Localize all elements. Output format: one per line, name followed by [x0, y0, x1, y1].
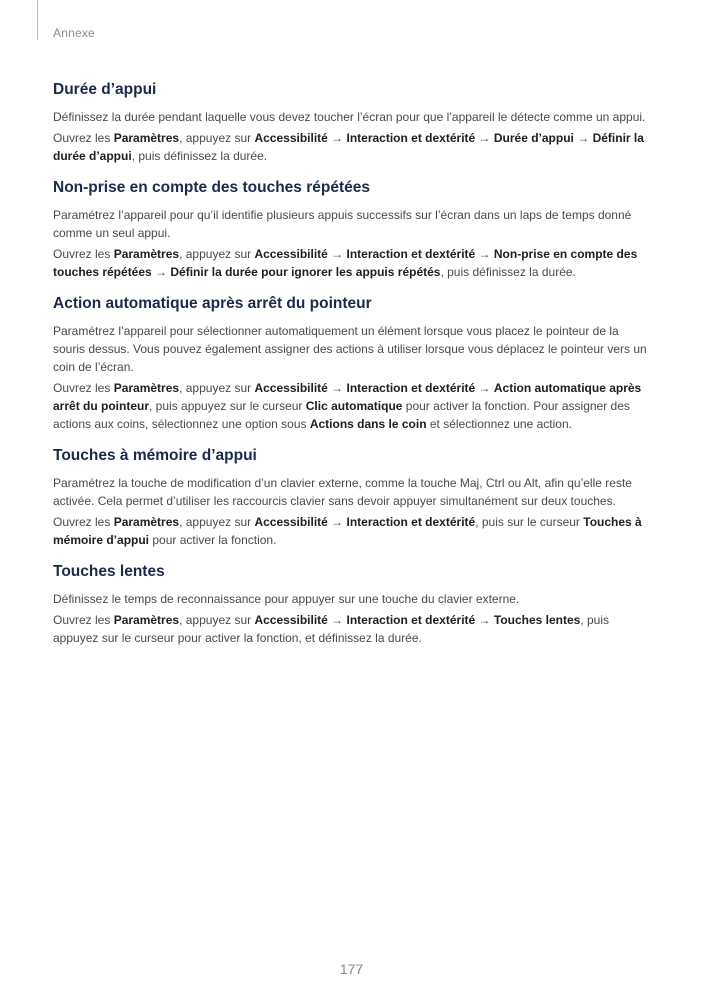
text-run: pour activer la fonction. — [149, 533, 277, 547]
menu-path-term: Clic automatique — [305, 399, 403, 413]
text-run: , appuyez sur — [179, 131, 255, 145]
text-run: Définissez la durée pendant laquelle vous devez toucher l’écran pour que l’appareil le détecte comme un appui. — [53, 110, 646, 124]
section-title: Non-prise en compte des touches répétées — [53, 179, 370, 196]
text-run: Paramétrez l’appareil pour qu’il identifie plusieurs appuis successifs sur l’écran dans un laps de temps donné comme un seul appui. — [53, 208, 632, 240]
text-run: , puis définissez la durée. — [440, 265, 576, 279]
text-run: Paramétrez la touche de modification d’un clavier externe, comme la touche Maj, Ctrl ou Alt, afin qu’elle reste activée. Cela permet d’utiliser les raccourcis clavier sans devoir appuyer simultanément sur deux touches. — [53, 476, 632, 508]
menu-path-term: Actions dans le coin — [309, 417, 427, 431]
text-run: → — [475, 247, 494, 261]
text-run: → — [475, 381, 494, 395]
menu-path-term: Définir la durée pour ignorer les appuis répétés — [170, 265, 441, 279]
menu-path-term: Définir la durée d’appui — [53, 131, 644, 163]
menu-path-term: Paramètres — [113, 515, 180, 529]
text-run: Ouvrez les — [53, 247, 114, 261]
menu-path-term: Interaction et dextérité — [346, 515, 476, 529]
section-description — [53, 206, 653, 242]
section-instructions — [53, 129, 653, 165]
section-description — [53, 590, 653, 608]
page-body — [53, 81, 653, 661]
menu-path-term: Interaction et dextérité — [346, 613, 476, 627]
text-run: , appuyez sur — [179, 515, 255, 529]
menu-path-term: Interaction et dextérité — [346, 131, 476, 145]
section-description — [53, 108, 653, 126]
section-title: Touches lentes — [53, 563, 165, 580]
section — [53, 179, 653, 281]
menu-path-term: Accessibilité — [254, 247, 328, 261]
menu-path-term: Accessibilité — [254, 381, 328, 395]
text-run: , appuyez sur — [179, 613, 255, 627]
menu-path-term: Interaction et dextérité — [346, 247, 476, 261]
section-title: Action automatique après arrêt du pointeur — [53, 295, 372, 312]
menu-path-term: Paramètres — [113, 247, 180, 261]
menu-path-term: Accessibilité — [254, 131, 328, 145]
section — [53, 295, 653, 433]
text-run: , appuyez sur — [179, 381, 255, 395]
text-run: Ouvrez les — [53, 381, 114, 395]
menu-path-term: Interaction et dextérité — [346, 381, 476, 395]
section — [53, 447, 653, 549]
text-run: Ouvrez les — [53, 131, 114, 145]
text-run: → — [475, 613, 494, 627]
text-run: → — [327, 613, 347, 627]
section-instructions — [53, 513, 653, 549]
section — [53, 81, 653, 165]
menu-path-term: Paramètres — [113, 131, 180, 145]
section-instructions — [53, 245, 653, 281]
menu-path-term: Paramètres — [113, 381, 180, 395]
menu-path-term: Accessibilité — [254, 613, 328, 627]
text-run: → — [475, 131, 494, 145]
menu-path-term: Action automatique après arrêt du pointeur — [53, 381, 642, 413]
text-run: et sélectionnez une action. — [426, 417, 572, 431]
section-instructions — [53, 611, 653, 647]
text-run: → — [573, 131, 593, 145]
text-run: → — [151, 265, 171, 279]
section-description — [53, 322, 653, 376]
text-run: , puis appuyez sur le curseur pour activer la fonction, et définissez la durée. — [53, 613, 610, 645]
text-run: Ouvrez les — [53, 515, 114, 529]
menu-path-term: Non-prise en compte des touches répétées — [53, 247, 638, 279]
text-run: , puis sur le curseur — [475, 515, 584, 529]
text-run: → — [327, 247, 347, 261]
menu-path-term: Durée d’appui — [493, 131, 574, 145]
running-header: Annexe — [53, 26, 95, 40]
section — [53, 563, 653, 647]
section-title: Durée d’appui — [53, 81, 157, 98]
text-run: → — [327, 381, 347, 395]
text-run: → — [327, 515, 347, 529]
menu-path-term: Paramètres — [113, 613, 180, 627]
menu-path-term: Touches lentes — [493, 613, 581, 627]
section-instructions — [53, 379, 653, 433]
text-run: , puis définissez la durée. — [131, 149, 268, 163]
text-run: → — [327, 131, 347, 145]
text-run: Paramétrez l’appareil pour sélectionner automatiquement un élément lorsque vous placez le pointeur de la souris dessus. Vous pouvez également assigner des actions à utiliser lorsque vous déplacez le pointeur vers un coin de l’écran. — [53, 324, 647, 374]
menu-path-term: Touches à mémoire d’appui — [53, 515, 642, 547]
menu-path-term: Accessibilité — [254, 515, 328, 529]
section-title: Touches à mémoire d’appui — [53, 447, 257, 464]
text-run: pour activer la fonction. Pour assigner des actions aux coins, sélectionnez une option sous — [53, 399, 630, 431]
text-run: Définissez le temps de reconnaissance pour appuyer sur une touche du clavier externe. — [53, 592, 520, 606]
margin-rule — [37, 0, 38, 40]
text-run: , appuyez sur — [179, 247, 255, 261]
page-number: 177 — [339, 961, 364, 977]
text-run: , puis appuyez sur le curseur — [149, 399, 306, 413]
text-run: Ouvrez les — [53, 613, 114, 627]
section-description — [53, 474, 653, 510]
